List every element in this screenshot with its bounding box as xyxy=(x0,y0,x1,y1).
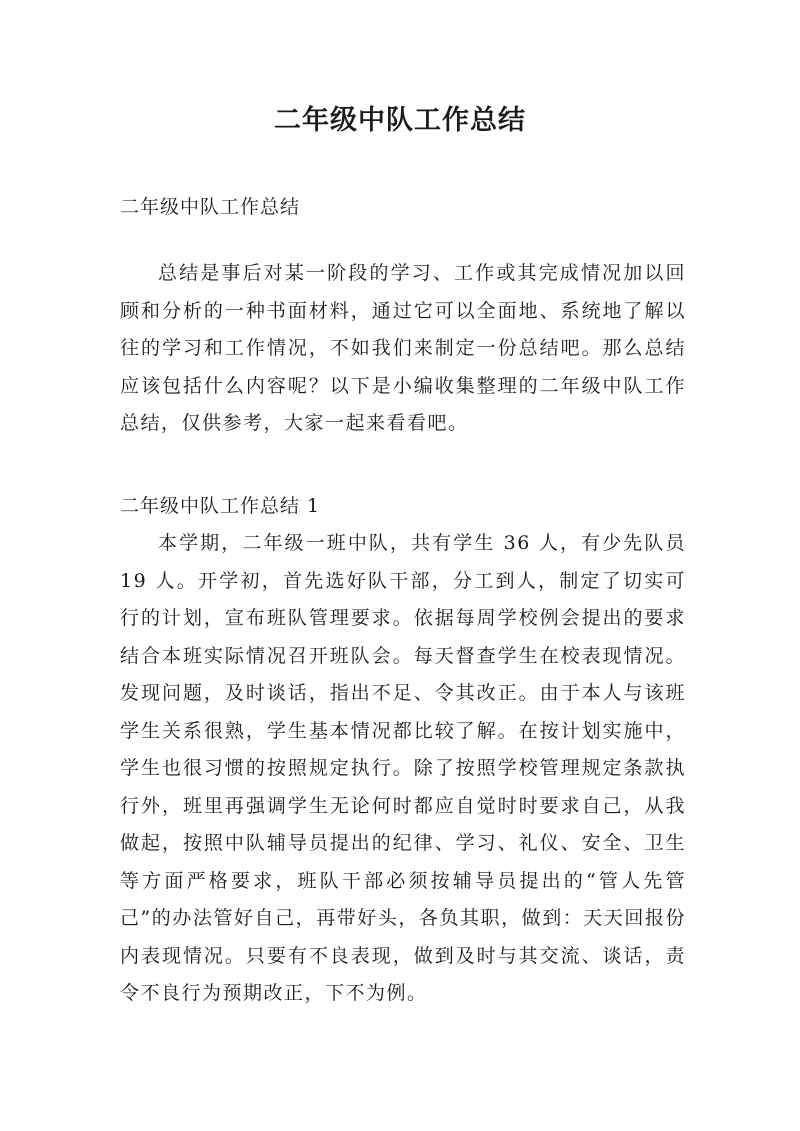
section-1-paragraph: 本学期，二年级一班中队，共有学生 36 人，有少先队员 19 人。开学初，首先选好队干部，分工到人，制定了切实可行的计划，宣布班队管理要求。依据每周学校例会提出的要求结合本班实际情况召开班队会。每天督查学生在校表现情况。发现问题，及时谈话，指出不足、令其改正。由于本人与该班学生关系很熟，学生基本情况都比较了解。在按计划实施中，学生也很习惯的按照规定执行。除了按照学校管理规定条款执行外，班里再强调学生无论何时都应自觉时时要求自己，从我做起，按照中队辅导员提出的纪律、学习、礼仪、安全、卫生等方面严格要求，班队干部必须按辅导员提出的“管人先管己”的办法管好自己，再带好头，各负其职，做到：天天回报份内表现情况。只要有不良表现，做到及时与其交流、谈话，责令不良行为预期改正，下不为例。 xyxy=(120,532,686,1004)
document-subtitle: 二年级中队工作总结 xyxy=(120,196,301,218)
document-title: 二年级中队工作总结 xyxy=(274,105,526,136)
section-1-heading: 二年级中队工作总结 1 xyxy=(120,495,321,517)
intro-paragraph: 总结是事后对某一阶段的学习、工作或其完成情况加以回顾和分析的一种书面材料，通过它可以全面地、系统地了解以往的学习和工作情况，不如我们来制定一份总结吧。那么总结应该包括什么内容呢？以下是小编收集整理的二年级中队工作总结，仅供参考，大家一起来看看吧。 xyxy=(120,262,686,434)
